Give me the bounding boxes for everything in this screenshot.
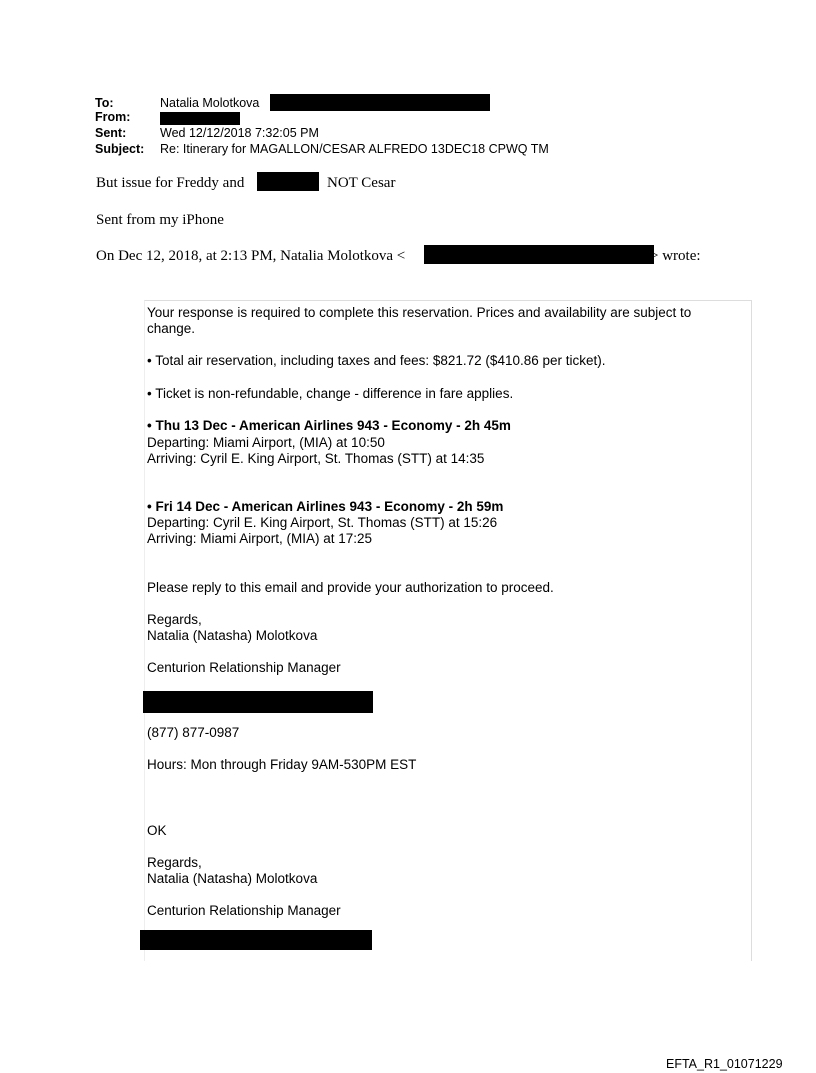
title-2: Centurion Relationship Manager [147, 903, 341, 918]
sent-value: Wed 12/12/2018 7:32:05 PM [160, 126, 319, 140]
name-2: Natalia (Natasha) Molotkova [147, 871, 318, 886]
flight1-arrive: Arriving: Cyril E. King Airport, St. Thomas (STT) at 14:35 [147, 451, 485, 466]
regards-2: Regards, [147, 855, 202, 870]
to-label: To: [95, 96, 114, 110]
phone: (877) 877-0987 [147, 725, 240, 740]
redaction-contact-1 [143, 691, 373, 713]
redaction-name [257, 172, 319, 191]
to-value: Natalia Molotkova [160, 96, 260, 110]
from-label: From: [95, 110, 131, 124]
reply-line-end: NOT Cesar [327, 175, 396, 191]
bullet-ticket: • Ticket is non-refundable, change - difference in fare applies. [147, 386, 514, 401]
redaction-to-email [270, 94, 490, 111]
hours: Hours: Mon through Friday 9AM-530PM EST [147, 757, 417, 772]
flight2-title: • Fri 14 Dec - American Airlines 943 - Economy - 2h 59m [147, 499, 504, 514]
ok-text: OK [147, 823, 167, 838]
flight2-depart: Departing: Cyril E. King Airport, St. Thomas (STT) at 15:26 [147, 515, 498, 530]
sent-from-signature: Sent from my iPhone [96, 212, 224, 228]
redaction-contact-2 [140, 930, 372, 950]
subject-value: Re: Itinerary for MAGALLON/CESAR ALFREDO 13DEC18 CPWQ TM [160, 142, 549, 156]
name-1: Natalia (Natasha) Molotkova [147, 628, 318, 643]
subject-label: Subject: [95, 142, 145, 156]
attribution-start: On Dec 12, 2018, at 2:13 PM, Natalia Molotkova < [96, 248, 406, 264]
redaction-sender-email [424, 245, 654, 264]
reply-request: Please reply to this email and provide your authorization to proceed. [147, 580, 554, 595]
flight1-depart: Departing: Miami Airport, (MIA) at 10:50 [147, 435, 385, 450]
bullet-total: • Total air reservation, including taxes and fees: $821.72 ($410.86 per ticket). [147, 353, 606, 368]
document-id: EFTA_R1_01071229 [666, 1057, 783, 1071]
flight2-arrive: Arriving: Miami Airport, (MIA) at 17:25 [147, 531, 373, 546]
sent-label: Sent: [95, 126, 127, 140]
reply-line-start: But issue for Freddy and [96, 175, 245, 191]
title-1: Centurion Relationship Manager [147, 660, 341, 675]
flight1-title: • Thu 13 Dec - American Airlines 943 - Economy - 2h 45m [147, 418, 511, 433]
attribution-end: > wrote: [650, 248, 701, 264]
regards-1: Regards, [147, 612, 202, 627]
quoted-intro: Your response is required to complete this reservation. Prices and availability are subject to change. [147, 305, 692, 336]
redaction-from [160, 112, 240, 125]
